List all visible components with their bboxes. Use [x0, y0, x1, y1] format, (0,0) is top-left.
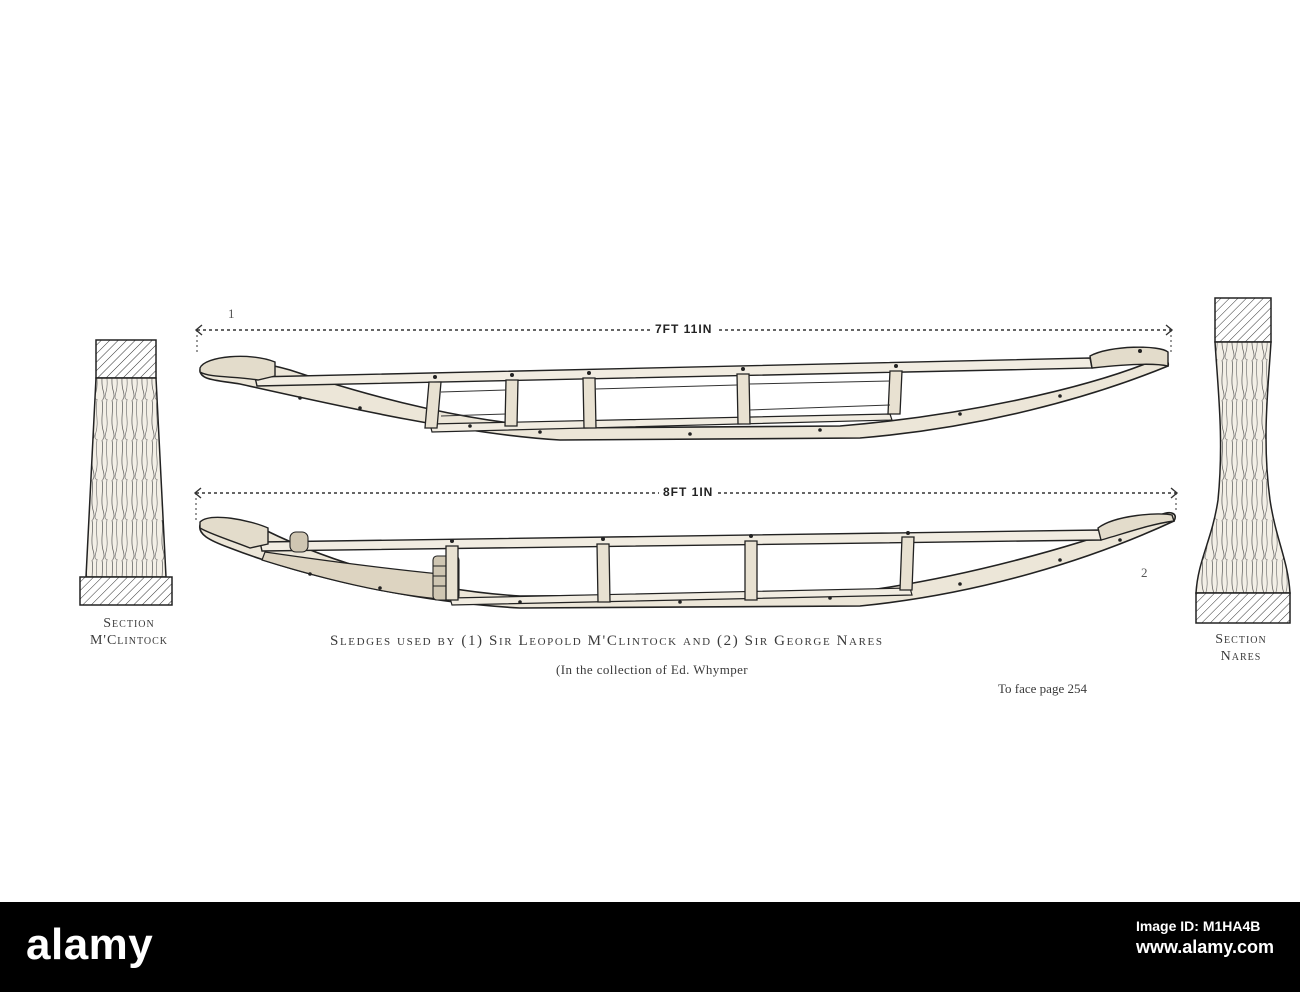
- section-nares-line2: Nares: [1220, 649, 1262, 664]
- sledge-1-drawing: [196, 325, 1172, 440]
- sledge-1-length-label: 7FT 11IN: [651, 322, 716, 336]
- section-mclintock-drawing: [80, 340, 172, 605]
- plate-caption: Sledges used by (1) Sir Leopold M'Clintock and (2) Sir George Nares: [330, 633, 884, 649]
- watermark-url: www.alamy.com: [1135, 937, 1274, 957]
- sledge-2-length-label: 8FT 1IN: [659, 485, 717, 499]
- sledge-1-number: 1: [228, 306, 235, 321]
- section-nares-line1: Section: [1215, 632, 1267, 647]
- watermark-info: [1136, 916, 1274, 958]
- alamy-logo: alamy: [26, 920, 154, 969]
- section-mclintock-line1: Section: [103, 616, 155, 631]
- sledge-2-drawing: [195, 488, 1177, 608]
- sledge-2-number: 2: [1141, 565, 1148, 580]
- section-mclintock-label: [76, 615, 182, 649]
- page-reference: To face page 254: [998, 681, 1087, 696]
- watermark-bar: [0, 902, 1300, 992]
- image-id-label: Image ID: M1HA4B: [1135, 918, 1261, 934]
- section-nares-drawing: [1196, 298, 1290, 623]
- collection-note: (In the collection of Ed. Whymper: [556, 662, 749, 677]
- section-mclintock-line2: M'Clintock: [89, 633, 168, 648]
- section-nares-label: [1196, 631, 1286, 665]
